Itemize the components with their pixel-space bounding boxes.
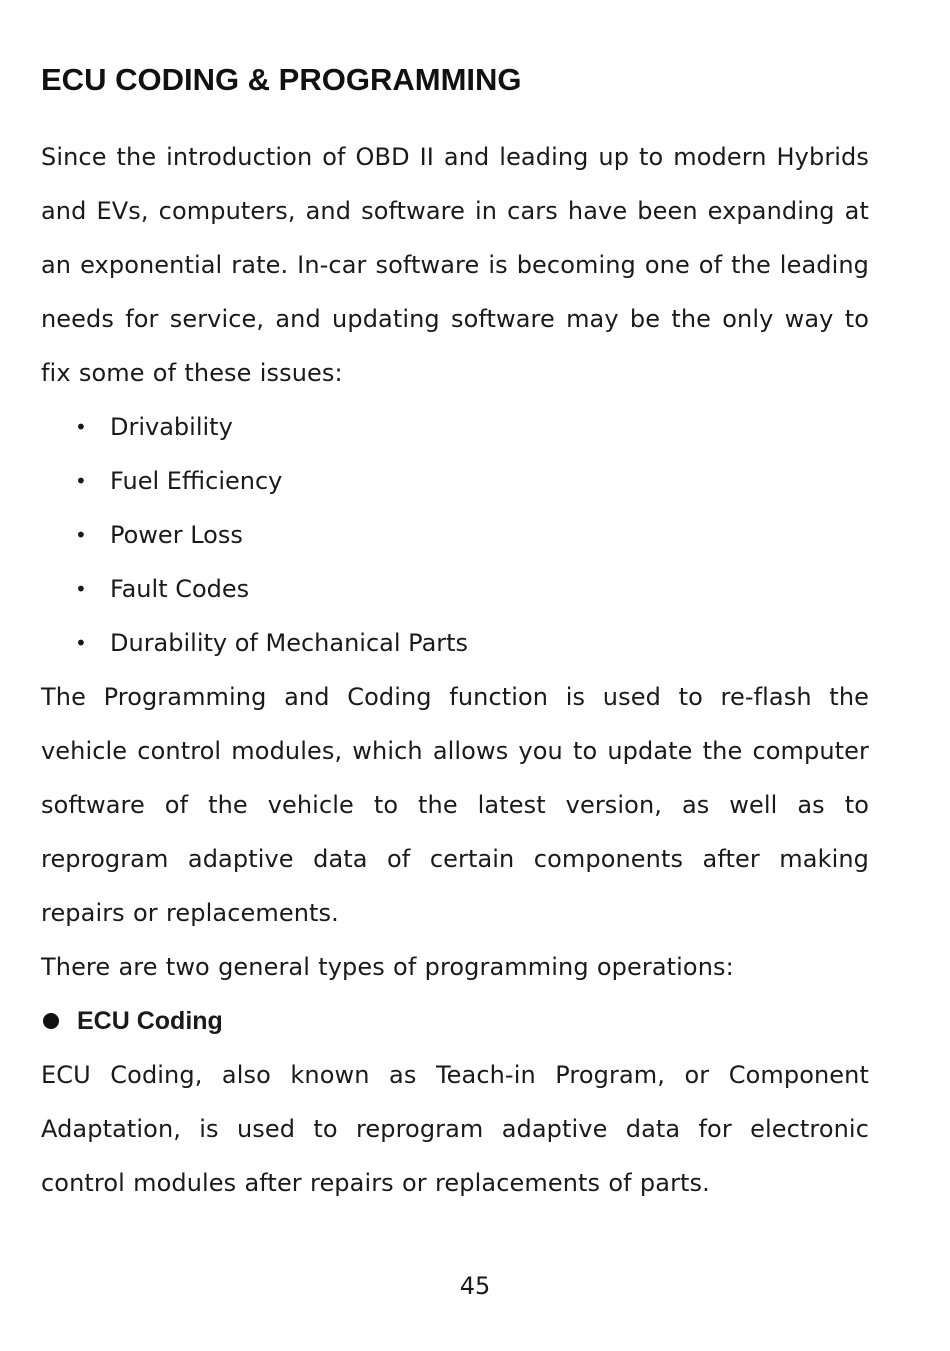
list-item-label: Power Loss bbox=[110, 521, 243, 549]
filled-circle-bullet-icon bbox=[43, 1013, 59, 1029]
list-item bbox=[41, 508, 869, 562]
list-item-label: Drivability bbox=[110, 413, 233, 441]
bullet-icon: • bbox=[75, 577, 87, 601]
ecu-coding-heading bbox=[41, 994, 869, 1048]
list-item bbox=[41, 562, 869, 616]
list-item bbox=[41, 616, 869, 670]
list-item bbox=[41, 454, 869, 508]
bullet-icon: • bbox=[75, 469, 87, 493]
page-title: ECU CODING & PROGRAMMING bbox=[41, 62, 522, 97]
types-intro: There are two general types of programming operations: bbox=[41, 953, 734, 981]
ecu-coding-paragraph: ECU Coding, also known as Teach-in Program, or Component Adaptation, is used to reprogram adaptive data for electronic control modules after repairs or replacements of parts. bbox=[41, 1061, 869, 1197]
intro-paragraph: Since the introduction of OBD II and leading up to modern Hybrids and EVs, computers, and software in cars have been expanding at an exponential rate. In-car software is becoming one of the leading needs for service, and updating software may be the only way to fix some of these issues: bbox=[41, 143, 869, 387]
programming-paragraph: The Programming and Coding function is used to re-flash the vehicle control modules, which allows you to update the computer software of the vehicle to the latest version, as well as to reprogram adaptive data of certain components after making repairs or replacements. bbox=[41, 683, 869, 927]
bullet-icon: • bbox=[75, 415, 87, 439]
bullet-icon: • bbox=[75, 631, 87, 655]
list-item-label: Durability of Mechanical Parts bbox=[110, 629, 469, 657]
bullet-icon: • bbox=[75, 523, 87, 547]
document-page bbox=[41, 58, 869, 1210]
list-item-label: Fault Codes bbox=[110, 575, 250, 603]
list-item-label: Fuel Efficiency bbox=[110, 467, 283, 495]
issues-list bbox=[41, 400, 869, 670]
list-item bbox=[41, 400, 869, 454]
ecu-coding-heading-label: ECU Coding bbox=[77, 1007, 223, 1035]
page-number: 45 bbox=[459, 1272, 491, 1300]
